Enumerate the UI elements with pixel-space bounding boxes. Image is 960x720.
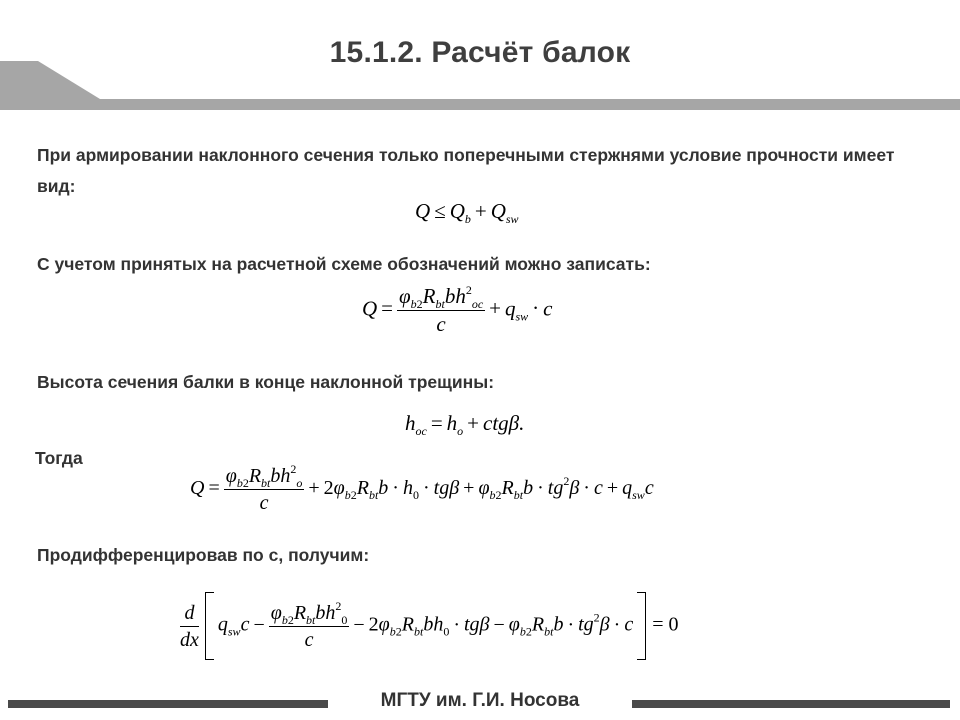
paragraph-notation: С учетом принятых на расчетной схеме обозначений можно записать:: [37, 254, 651, 274]
paragraph-section-height: Высота сечения балки в конце наклонной трещины:: [37, 372, 495, 392]
formula-section-height: $h_{oc} = h_o + ctg\beta$.: [405, 411, 525, 438]
formula-shear-force: Q = $\frac{\varphi_{b2}R_{bt}bh^2_{oc}}{c}$ + $q_{sw} \cdot c$: [362, 283, 553, 336]
formula-strength-condition: $Q \le Q_b + Q_{sw}$: [415, 199, 519, 226]
header-bar: [0, 99, 960, 110]
paragraph-then: Тогда: [35, 448, 83, 468]
slide-title: 15.1.2. Расчёт балок: [329, 36, 631, 69]
formula-expanded-shear: Q = $\frac{\varphi_{b2}R_{bt}bh^2_o}{c}$ + $2\varphi_{b2}R_{bt}b \cdot h_0 \cdot tg\beta + \varphi_{b2}R_{bt}b \cdot tg^2\beta \cdot c + q_{sw}c$: [190, 462, 654, 514]
paragraph-differentiate: Продифференцировав по с, получим:: [37, 545, 370, 565]
formula-derivative: $\frac{d}{dx}$ $q_{sw}c$ − $\frac{\varphi_{b2}R_{bt}bh^2_0}{c}$ − $2\varphi_{b2}R_{bt}bh_0 \cdot tg\beta - \varphi_{b2}R_{bt}b \cdot tg^2\beta \cdot c = 0$: [180, 592, 678, 660]
paragraph-strength-condition: При армировании наклонного сечения только поперечными стержнями условие прочности имеет вид:: [37, 145, 895, 196]
footer-university: МГТУ им. Г.И. Носова: [380, 690, 580, 711]
